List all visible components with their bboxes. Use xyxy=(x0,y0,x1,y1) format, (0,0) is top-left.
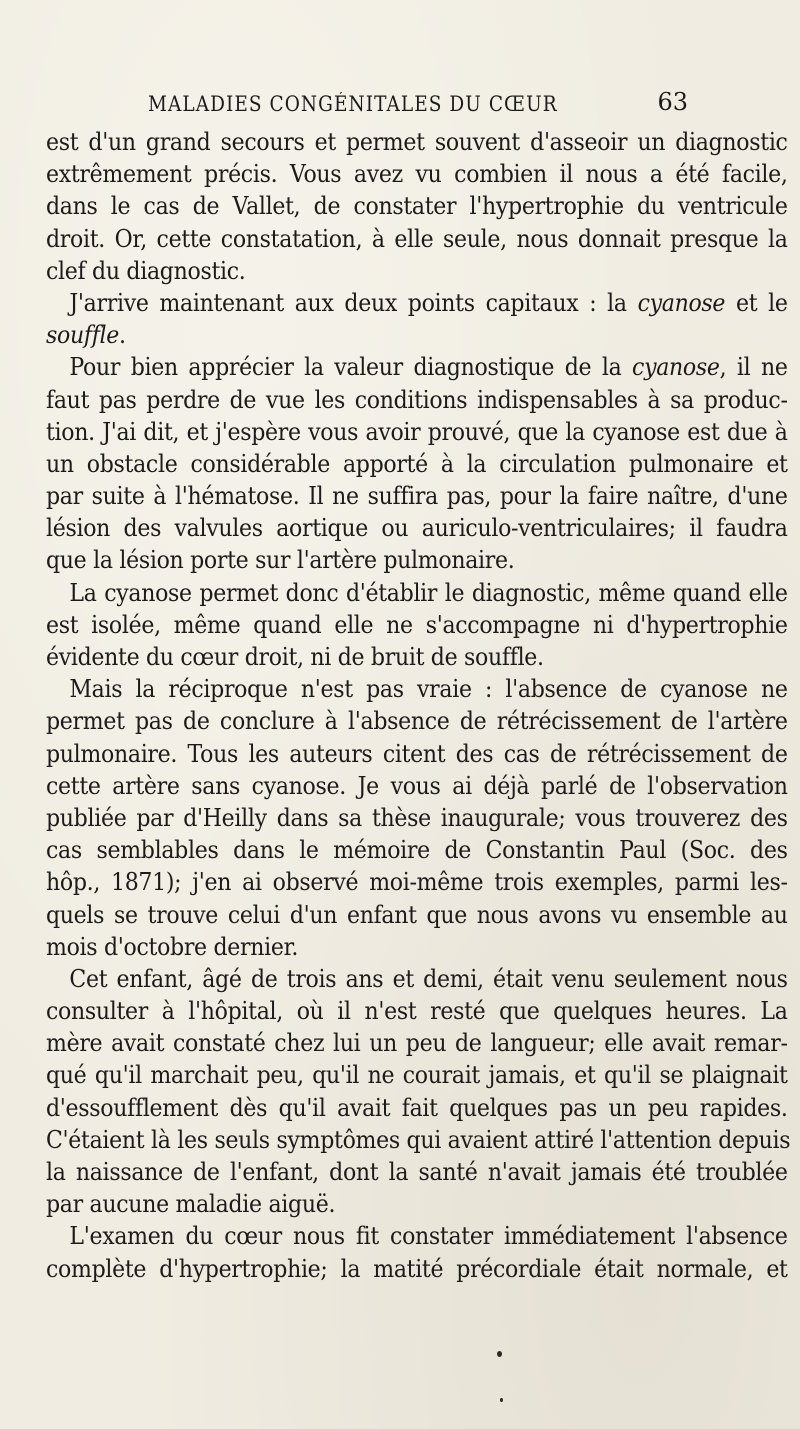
text-line: d'essoufflement dès qu'il avait fait quelques pas un peu rapides. xyxy=(46,1092,788,1122)
text-line: extrêmement précis. Vous avez vu combien il nous a été facile, xyxy=(46,159,788,189)
text-line: permet pas de conclure à l'absence de rétrécissement de l'artère xyxy=(46,706,788,736)
text-line: L'examen du cœur nous fit constater immédiatement l'absence xyxy=(69,1221,788,1251)
text-line: que la lésion porte sur l'artère pulmonaire. xyxy=(46,545,515,575)
text-line: tion. J'ai dit, et j'espère vous avoir prouvé, que la cyanose est due à xyxy=(46,416,788,446)
running-head xyxy=(148,88,688,124)
text-line: la naissance de l'enfant, dont la santé n'avait jamais été troublée xyxy=(46,1157,788,1186)
text-line: hôp., 1871); j'en ai observé moi-même trois exemples, parmi les- xyxy=(46,867,788,897)
text-line: par suite à l'hématose. Il ne suffira pas, pour la faire naître, d'une xyxy=(46,481,788,511)
text-line: J'arrive maintenant aux deux points capitaux : la cyanose et le xyxy=(69,287,788,317)
text-line: C'étaient là les seuls symptômes qui avaient attiré l'attention depuis xyxy=(46,1124,791,1154)
text-line: Mais la réciproque n'est pas vraie : l'absence de cyanose ne xyxy=(69,674,788,704)
text-line: mois d'octobre dernier. xyxy=(46,931,299,961)
ink-speck xyxy=(500,1398,503,1402)
text-line: dans le cas de Vallet, de constater l'hypertrophie du ventricule xyxy=(46,191,788,221)
text-line: Pour bien apprécier la valeur diagnostique de la cyanose, il ne xyxy=(69,352,788,382)
ink-speck xyxy=(497,1351,502,1357)
text-line: est isolée, même quand elle ne s'accompagne ni d'hypertrophie xyxy=(46,609,788,639)
emphasis-cyanose: cyanose xyxy=(632,352,720,382)
text-line: est d'un grand secours et permet souvent d'asseoir un diagnostic xyxy=(46,127,788,156)
text-line: Cet enfant, âgé de trois ans et demi, était venu seulement nous xyxy=(69,963,788,993)
emphasis-souffle: souffle xyxy=(46,320,120,350)
text-line: lésion des valvules aortique ou auriculo-ventriculaires; il faudra xyxy=(46,513,788,543)
text-line: faut pas perdre de vue les conditions indispensables à sa produc- xyxy=(46,384,788,414)
text-line: droit. Or, cette constatation, à elle seule, nous donnait presque la xyxy=(46,223,788,253)
text-line: un obstacle considérable apporté à la circulation pulmonaire et xyxy=(46,448,788,478)
text-line: par aucune maladie aiguë. xyxy=(46,1189,336,1219)
text-line: évidente du cœur droit, ni de bruit de souffle. xyxy=(46,642,544,671)
text-line: qué qu'il marchait peu, qu'il ne courait jamais, et qu'il se plaignait xyxy=(46,1060,788,1090)
text-line: cas semblables dans le mémoire de Constantin Paul (Soc. des xyxy=(46,835,788,865)
running-title: MALADIES CONGÉNITALES DU CŒUR xyxy=(148,92,558,116)
text-line: pulmonaire. Tous les auteurs citent des cas de rétrécissement de xyxy=(46,738,788,768)
text-line: consulter à l'hôpital, où il n'est resté que quelques heures. La xyxy=(46,996,788,1026)
body-text xyxy=(46,126,791,1285)
text-line: quels se trouve celui d'un enfant que nous avons vu ensemble au xyxy=(46,899,788,929)
text-line: publiée par d'Heilly dans sa thèse inaugurale; vous trouverez des xyxy=(46,802,788,832)
text-line: clef du diagnostic. xyxy=(46,255,246,285)
text-line: souffle. xyxy=(46,320,126,350)
text-line: cette artère sans cyanose. Je vous ai déjà parlé de l'observation xyxy=(46,770,788,800)
page-number: 63 xyxy=(657,88,688,116)
text-line: La cyanose permet donc d'établir le diagnostic, même quand elle xyxy=(69,577,788,607)
text-line: mère avait constaté chez lui un peu de langueur; elle avait remar- xyxy=(46,1028,788,1058)
text-line: complète d'hypertrophie; la matité précordiale était normale, et xyxy=(46,1253,788,1283)
emphasis-cyanose: cyanose xyxy=(637,287,726,317)
